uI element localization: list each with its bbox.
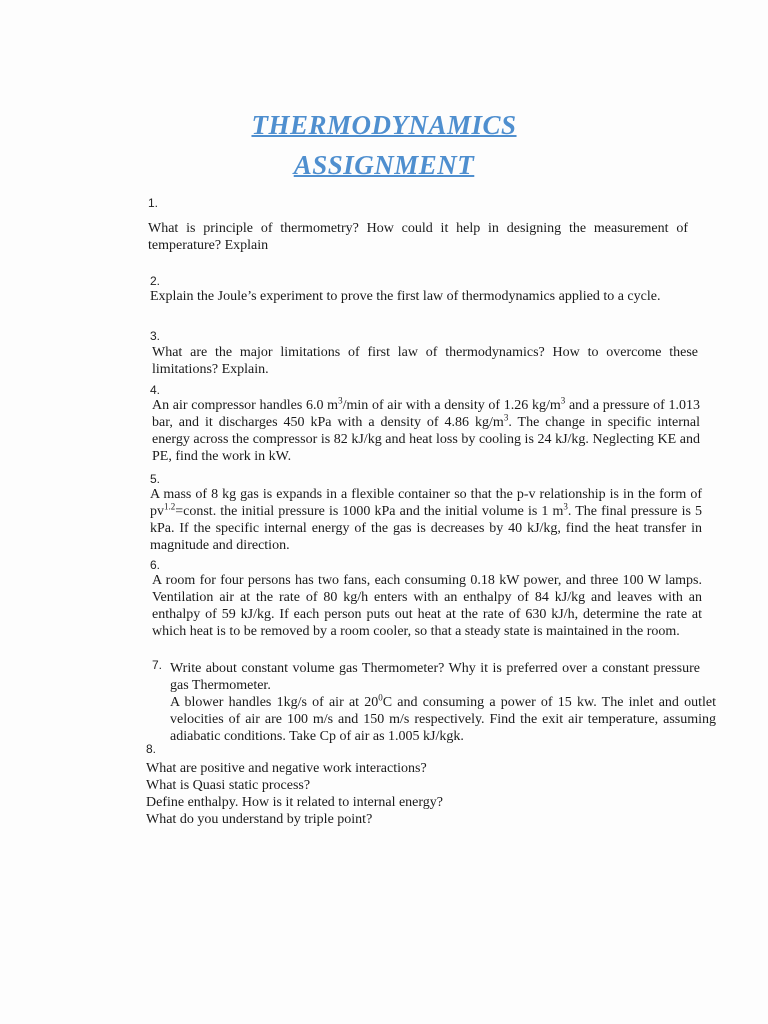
question-8-line-1: What are positive and negative work interactions? xyxy=(146,761,427,776)
question-2-number: 2. xyxy=(150,274,161,288)
question-8-number: 8. xyxy=(146,742,157,756)
question-8-line-2: What is Quasi static process? xyxy=(146,778,311,793)
title-line-1: THERMODYNAMICS xyxy=(251,110,517,140)
question-7-text: Write about constant volume gas Thermometer? Why it is preferred over a constant pressure gas Thermometer. xyxy=(170,661,700,693)
title-line-2: ASSIGNMENT xyxy=(293,150,475,180)
question-8-line-4: What do you understand by triple point? xyxy=(146,812,373,827)
question-5-number: 5. xyxy=(150,472,161,486)
question-3-text: What are the major limitations of first law of thermodynamics? How to overcome these limitations? Explain. xyxy=(152,345,698,377)
question-1-number: 1. xyxy=(148,196,159,210)
question-1-text: What is principle of thermometry? How could it help in designing the measurement of temperature? Explain xyxy=(148,221,688,253)
blower-problem-text: A blower handles 1kg/s of air at $20^0C$ and consuming a power of 15 kw. The inlet and outlet velocities of air are 100 m/s and 150 m/s respectively. Find the exit air temperature, assuming adiabatic conditions. Take Cp of air as 1.005 kJ/kgk. xyxy=(170,692,716,744)
question-4-text: An air compressor handles 6.0 $m^3/\min$ of air with a density of 1.26 $kg/m^3$ and a pressure of 1.013 bar, and it discharges 450 kPa with a density of 4.86 $kg/m^3$. The change in specific internal energy across the compressor is 82 kJ/kg and heat loss by cooling is 24 kJ/kg. Neglecting KE and PE, find the work in kW. xyxy=(152,395,700,464)
question-2-text: Explain the Joule’s experiment to prove the first law of thermodynamics applied to a cycle. xyxy=(150,289,661,304)
question-6-number: 6. xyxy=(150,558,161,572)
question-7-number: 7. xyxy=(152,658,163,672)
question-6-text: A room for four persons has two fans, each consuming 0.18 kW power, and three 100 W lamps. Ventilation air at the rate of 80 kg/h enters with an enthalpy of 84 kJ/kg and leaves with an enthalpy of 59 kJ/kg. If each person puts out heat at the rate of 630 kJ/h, determine the rate at which heat is to be removed by a room cooler, so that a steady state is maintained in the room. xyxy=(152,573,702,639)
question-4-number: 4. xyxy=(150,383,161,397)
question-8-line-3: Define enthalpy. How is it related to internal energy? xyxy=(146,795,444,810)
question-3-number: 3. xyxy=(150,329,161,343)
question-5-text: A mass of 8 kg gas is expands in a flexible container so that the p-v relationship is in the form of $pv^{1.2}=const$. the initial pressure is 1000 kPa and the initial volume is 1 $m^3$. The final pressure is 5 kPa. If the specific internal energy of the gas is decreases by 40 kJ/kg, find the heat transfer in magnitude and direction. xyxy=(150,487,702,553)
